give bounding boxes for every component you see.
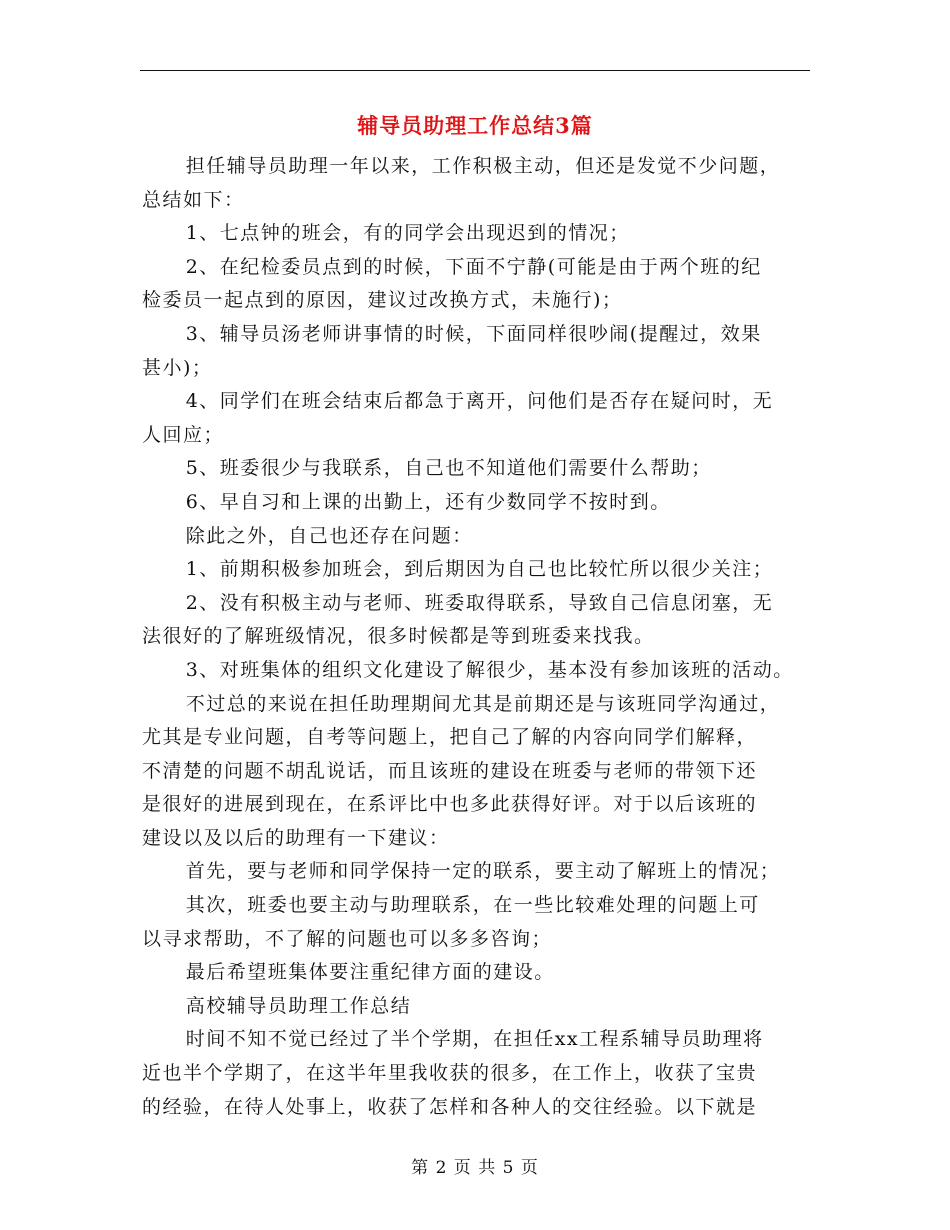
body-line: 2、没有积极主动与老师、班委取得联系，导致自己信息闭塞，无: [185, 591, 774, 614]
body-line: 建设以及以后的助理有一下建议：: [142, 826, 450, 849]
body-line: 人回应；: [142, 423, 225, 446]
body-line: 3、对班集体的组织文化建设了解很少，基本没有参加该班的活动。: [185, 658, 794, 681]
body-line: 尤其是专业问题，自考等问题上，把自己了解的内容向同学们解释，: [142, 726, 758, 749]
body-line: 担任辅导员助理一年以来，工作积极主动，但还是发觉不少问题，: [185, 155, 781, 177]
body-line: 1、前期积极参加班会，到后期因为自己也比较忙所以很少关注；: [185, 558, 774, 581]
body-line: 是很好的进展到现在，在系评比中也多此获得好评。对于以后该班的: [142, 793, 758, 816]
body-line: 1、七点钟的班会，有的同学会出现迟到的情况；: [185, 222, 630, 245]
body-line: 近也半个学期了，在这半年里我收获的很多，在工作上，收获了宝贵: [142, 1062, 758, 1085]
body-line: 时间不知不觉已经过了半个学期，在担任xx工程系辅导员助理将: [185, 1028, 764, 1051]
body-line: 高校辅导员助理工作总结: [185, 994, 412, 1017]
document-body: [142, 150, 810, 1124]
body-line: 法很好的了解班级情况，很多时候都是等到班委来找我。: [142, 625, 655, 648]
body-line: 的经验，在待人处事上，收获了怎样和各种人的交往经验。以下就是: [142, 1095, 758, 1118]
body-line: 最后希望班集体要注重纪律方面的建设。: [185, 961, 555, 984]
body-line: 除此之外，自己也还存在问题：: [185, 524, 473, 547]
body-line: 以寻求帮助，不了解的问题也可以多多咨询；: [142, 927, 553, 950]
body-line: 3、辅导员汤老师讲事情的时候，下面同样很吵闹(提醒过，效果: [185, 322, 762, 345]
body-line: 检委员一起点到的原因，建议过改换方式，未施行)；: [142, 289, 623, 312]
body-line: 其次，班委也要主动与助理联系，在一些比较难处理的问题上可: [185, 894, 760, 917]
page-footer: 第 2 页 共 5 页: [411, 1158, 539, 1178]
body-line: 6、早自习和上课的出勤上，还有少数同学不按时到。: [185, 490, 671, 513]
document-title: 辅导员助理工作总结3篇: [357, 113, 593, 138]
body-line: 首先，要与老师和同学保持一定的联系，要主动了解班上的情况；: [185, 860, 781, 883]
body-line: 5、班委很少与我联系，自己也不知道他们需要什么帮助；: [185, 457, 712, 480]
body-line: 2、在纪检委员点到的时候，下面不宁静(可能是由于两个班的纪: [185, 255, 762, 278]
header-rule: [140, 70, 810, 71]
body-line: 4、同学们在班会结束后都急于离开，问他们是否存在疑问时，无: [185, 390, 774, 413]
body-line: 总结如下：: [142, 188, 245, 211]
body-line: 甚小)；: [142, 356, 213, 379]
body-line: 不过总的来说在担任助理期间尤其是前期还是与该班同学沟通过，: [185, 692, 781, 715]
body-line: 不清楚的问题不胡乱说话，而且该班的建设在班委与老师的带领下还: [142, 759, 758, 782]
